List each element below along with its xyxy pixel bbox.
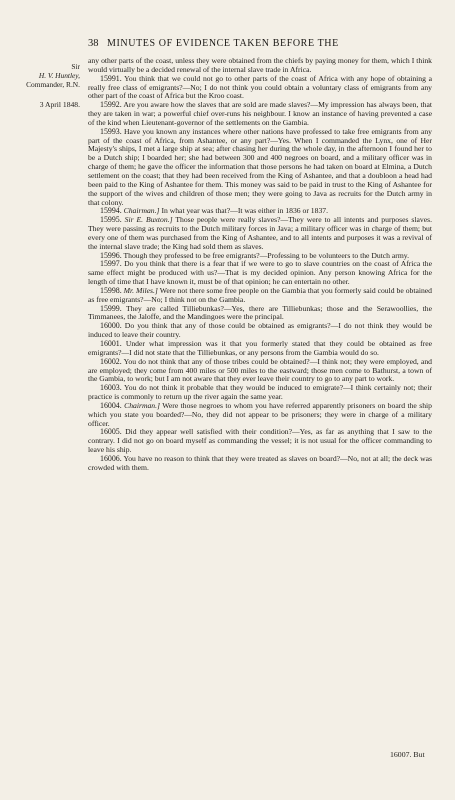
speaker-label: Chairman.] [123,206,160,216]
witness-rank: Commander, R.N. [26,80,80,89]
question-number: 16000. [100,321,122,331]
witness-prefix: Sir [71,62,80,71]
question-number: 15993. [100,126,122,136]
page-header [0,38,455,52]
question-number: 15999. [100,303,122,313]
evidence-paragraph [88,358,432,385]
evidence-body [88,57,432,473]
evidence-paragraph [88,128,432,208]
paragraph-text: any other parts of the coast, unless they were obtained from the chiefs by paying money for them, which I think would virtually be a decided renewal of the internal slave trade in Africa. [88,56,432,74]
evidence-paragraph [88,101,432,128]
paragraph-text: You think that we could not go to other parts of the coast of Africa with any hope of obtaining a really free class of emigrants?—No; I do not think you could obtain a voluntary class of emigrants from any other part of the coast of Africa but the Kroo coast. [88,73,432,101]
paragraph-text: Do you think that there is a fear that if we were to go to slave countries on the coast of Africa the same effect might be produced with us?—That is my decided opinion. Any person knowing Africa for the length of time that I have known it, must be of that opinion; he can entertain no other. [88,259,432,287]
evidence-paragraph [88,305,432,323]
evidence-paragraph [88,384,432,402]
question-number: 15997. [100,259,122,269]
evidence-paragraph [88,216,432,251]
question-number: 15991. [100,73,122,83]
evidence-paragraph [88,402,432,429]
paragraph-text: You do not think it probable that they would be induced to emigrate?—I think certainly not; their practice is commonly to return up the river again the same year. [88,383,432,402]
evidence-paragraph [88,455,432,473]
question-number: 16003. [100,383,122,393]
paragraph-text: Were those negroes to whom you have referred apparently prisoners on board the ship which you state you boarded?—No, they did not appear to be prisoners; they were in charge of a military officer. [88,400,432,428]
evidence-paragraph [88,75,432,102]
paragraph-text: Have you known any instances where other nations have professed to take free emigrants from any part of the coast of Africa, from Ashantee, or any part?—Yes. When I commanded the Lynx, one of Her Majesty's ships, I met a large ship at sea; after chasing her during the whole day, in the afternoon I found her to be a Dutch ship; I boarded her; she had between 300 and 400 negroes on board, and a military officer was in charge of them; he gave the officer the information that those persons he had taken on board at Elmina, a Dutch settlement on the coast; that they had been received from the King of Ashantee, and that a doubloon a head had been paid to the King of Ashantee for them. This money was said to be paid in trust to the King of Ashantee for the support of the wives and children of those men; they were going to Java as recruits for the Dutch army in that colony. [88,126,432,207]
evidence-paragraph [88,340,432,358]
evidence-paragraph [88,57,432,75]
paragraph-text: Though they professed to be free emigrants?—Professing to be volunteers to the Dutch army. [123,250,410,260]
speaker-label: Mr. Miles.] [123,285,158,295]
paragraph-text: Were not there some free people on the Gambia that you formerly said could be obtained as free emigrants?—No; I think not on the Gambia. [88,285,433,304]
speaker-label: Sir E. Buxton.] [124,215,173,225]
paragraph-text: Did they appear well satisfied with their condition?—Yes, as far as anything that I saw to the contrary. I did not go on board myself as commanding the vessel; it is not usual for the officer commanding to leave his ship. [88,427,432,455]
paragraph-text: Are you aware how the slaves that are sold are made slaves?—My impression has always been, that they are taken in war; a powerful chief over-runs his neighbour. I know an instance of having prevented a case of the kind when Lieutenant-governor of the settlements on the Gambia. [88,100,432,127]
paragraph-text: They are called Tilliebunkas?—Yes, there are Tilliebunkas; those and the Serawoollies, the Timmanees, the Jaloffe, and the Mandingoes were the principal. [88,303,432,322]
paragraph-text: In what year was that?—It was either in 1836 or 1837. [161,206,328,216]
date-margin-note: 3 April 1848. [39,100,80,109]
question-number: 16006. [100,453,122,463]
speaker-label: Chairman.] [124,400,161,410]
page-number: 38 [88,38,99,49]
paragraph-text: Those people were really slaves?—They were to all intents and purposes slaves. They were passing as recruits to the Dutch military forces in Java; a military officer was in charge of them; but every one of them was purchased from the King of Ashantee, and to all intents and purposes it was a revival of the internal slave trade; the King had sold them as slaves. [88,215,432,251]
question-number: 16005. [100,427,122,437]
question-number: 16002. [100,356,122,366]
paragraph-text: Do you think that any of those could be obtained as emigrants?—I do not think they would be induced to leave their country. [88,321,432,340]
witness-name: H. V. Huntley, [38,71,80,80]
evidence-paragraph [88,260,432,287]
paragraph-text: Under what impression was it that you formerly stated that they could be obtained as free emigrants?—I did not state that the Tilliebunkas, or any persons from the Gambia would do so. [88,339,432,357]
running-title: MINUTES OF EVIDENCE TAKEN BEFORE THE [107,38,339,49]
paragraph-text: You have no reason to think that they were treated as slaves on board?—No, not at all; the deck was crowded with them. [88,453,432,472]
evidence-paragraph [88,287,432,305]
question-number: 16001. [100,339,122,348]
question-number: 15996. [100,250,122,260]
evidence-paragraph [88,322,432,340]
question-number: 16004. [100,400,122,410]
question-number: 15998. [100,285,122,295]
question-number: 15994. [100,206,122,216]
evidence-paragraph [88,428,432,455]
catchword: 16007. But [390,750,425,759]
witness-margin-note [0,62,80,89]
paragraph-text: You do not think that any of those tribes could be obtained?—I think not; they were employed, and are employed; they come from 400 miles or 500 miles to the eastward; those men come to Bathurst, a town of the Gambia, to work; but I am not aware that they ever leave their country to go to any part to work. [88,356,432,384]
question-number: 15995. [100,215,122,225]
question-number: 15992. [100,100,122,110]
